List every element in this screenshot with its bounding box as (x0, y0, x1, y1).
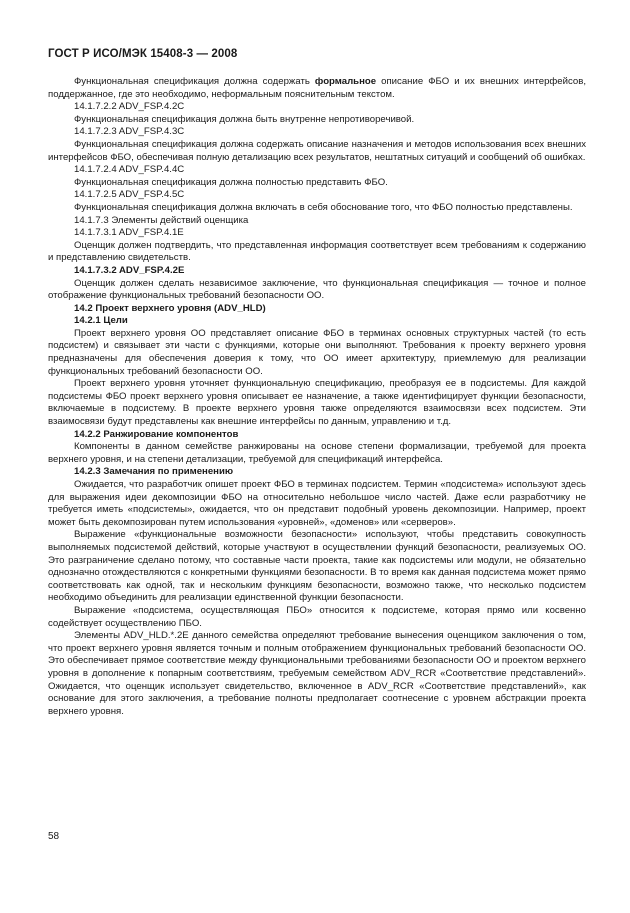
section-heading: 14.1.7.2.2 ADV_FSP.4.2C (74, 101, 185, 113)
paragraph: Проект верхнего уровня уточняет функциональную спецификацию, преобразуя ее в подсистемы. Для каждой подсистемы ФБО проект верхнего уровня описывает ее назначение, а также идентифицирует функции безопасности, включаемые в подсистему. В проекте верхнего уровня также определяются взаимосвязи всех подсистем. Эти взаимосвязи будут представлены как внешние интерфейсы по данным, управлению и т.д. (48, 378, 586, 428)
paragraph: Функциональная спецификация должна содержать описание назначения и методов использования всех внешних интерфейсов ФБО, обеспечивая полную детализацию всех результатов, нештатных ситуаций и сообщений об ошибках. (48, 138, 586, 163)
paragraph: Компоненты в данном семействе ранжированы на основе степени формализации, требуемой для проекта верхнего уровня, и на степени детализации, требуемой для спецификаций интерфейса. (48, 441, 586, 465)
paragraph: Ожидается, что разработчик опишет проект ФБО в терминах подсистем. Термин «подсистема» используют здесь для выражения идеи декомпозиции ФБО на относительно небольшое число частей. Даже если разработчику не требуется иметь «подсистемы», ожидается, что он представит подобный уровень декомпозиции. Например, проект может быть декомпозирован путем использования «уровней», «доменов» или «серверов». (48, 479, 586, 528)
paragraph (48, 76, 586, 101)
page-header: ГОСТ Р ИСО/МЭК 15408-3 — 2008 (48, 48, 238, 60)
text-run: Функциональная спецификация должна содержать (74, 76, 315, 87)
section-heading: 14.2 Проект верхнего уровня (ADV_HLD) (74, 302, 266, 314)
section-heading: 14.2.1 Цели (74, 315, 128, 327)
paragraph: Функциональная спецификация должна полностью представить ФБО. (74, 176, 388, 188)
page-number: 58 (48, 831, 60, 842)
paragraph: Оценщик должен сделать независимое заключение, что функциональная спецификация — точное и полное отображение функциональных требований безопасности ОО. (48, 277, 586, 302)
paragraph: Оценщик должен подтвердить, что представленная информация соответствует всем требованиям к содержанию и представлению свидетельств. (48, 239, 586, 264)
text-run: описание ФБО и их внешних интерфейсов, поддержанное, где это необходимо, неформальным пояснительным текстом. (48, 76, 587, 100)
section-heading: 14.1.7.3.1 ADV_FSP.4.1E (74, 227, 184, 239)
section-heading: 14.2.2 Ранжирование компонентов (74, 428, 239, 440)
paragraph: Функциональная спецификация должна быть внутренне непротиворечивой. (74, 113, 415, 125)
paragraph: Выражение «подсистема, осуществляющая ПБО» относится к подсистеме, которая прямо или косвенно содействует осуществлению ПБО. (48, 604, 586, 629)
emphasis-text: формальное (314, 76, 377, 87)
paragraph: Проект верхнего уровня ОО представляет описание ФБО в терминах основных структурных частей (то есть подсистем) и связывает эти части с функциями, которые они выполняют. Требования к проекту верхнего уровня предназначены для обеспечения доверия к тому, что ОО имеет архитектуру, приемлемую для реализации функциональных требований безопасности ОО. (48, 327, 586, 377)
section-heading: 14.1.7.3 Элементы действий оценщика (74, 214, 249, 226)
document-body (48, 76, 586, 718)
paragraph: Выражение «функциональные возможности безопасности» используют, чтобы представить совокупность выполняемых подсистемой действий, которые участвуют в осуществлении функций безопасности, реализуемых ОО. Это разграничение сделано потому, что составные части проекта, такие как подсистемы или модули, не обязательно однозначно отождествляются с конкретными функциями безопасности. В то время как данная подсистема может прямо соответствовать как одной, так и нескольким функциям безопасности, возможно также, что несколько подсистем необходимо объединить для реализации единственной функции безопасности. (48, 529, 586, 604)
section-heading: 14.1.7.2.4 ADV_FSP.4.4C (74, 164, 185, 176)
section-heading: 14.1.7.2.5 ADV_FSP.4.5C (74, 189, 185, 201)
section-heading: 14.1.7.2.3 ADV_FSP.4.3C (74, 126, 185, 138)
section-heading: 14.1.7.3.2 ADV_FSP.4.2E (74, 264, 185, 276)
section-heading: 14.2.3 Замечания по применению (74, 466, 234, 478)
paragraph: Функциональная спецификация должна включать в себя обоснование того, что ФБО полностью представлены. (74, 201, 573, 213)
paragraph: Элементы ADV_HLD.*.2E данного семейства определяют требование вынесения оценщиком заключения о том, что проект верхнего уровня является точным и полным отображением функциональных требований безопасности ОО. Это обеспечивает прямое соответствие между функциональными требованиями безопасности ОО и проектом верхнего уровня в дополнение к попарным соответствиям, требуемым семейством ADV_RCR «Соответствие представлений». Ожидается, что оценщик использует свидетельство, включенное в ADV_RCR «Соответствие представлений», как основание для этого заключения, а требование полноты предполагает соотнесение с уровнем абстракции проекта верхнего уровня. (48, 630, 586, 717)
